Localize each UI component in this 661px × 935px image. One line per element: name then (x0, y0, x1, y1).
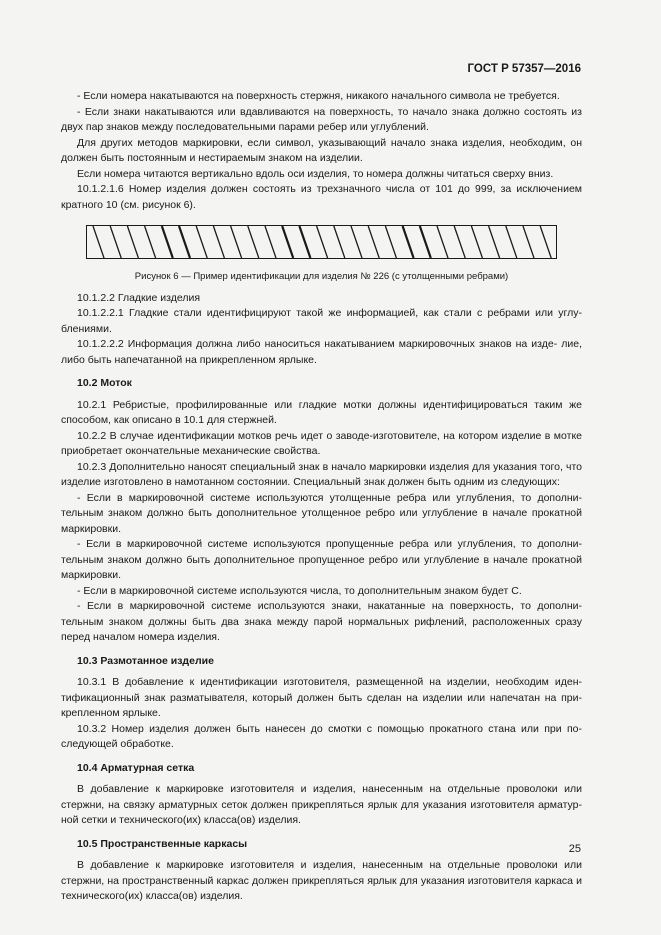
paragraph: 10.1.2.2.1 Гладкие стали идентифицируют такой же информацией, как стали с ребрами или углу- блениями. (61, 307, 582, 335)
section-cages (61, 837, 582, 905)
page-number: 25 (568, 843, 581, 855)
rib-line (231, 226, 242, 258)
rib-line (93, 226, 104, 258)
section-heading: 10.3 Размотанное изделие (77, 654, 214, 667)
figure-caption: Рисунок 6 — Пример идентификации для изделия № 226 (с утолщенными ребрами) (134, 271, 509, 282)
rib-line (317, 226, 328, 258)
rib-line (299, 226, 310, 258)
figure-6-rebar-diagram (86, 225, 557, 259)
paragraph: 10.2.1 Ребристые, профилированные или гладкие мотки должны идентифицироваться таким же способом, как описано в 10.1 для стержней. (61, 398, 582, 426)
rebar-hatching (87, 226, 556, 258)
rib-line (196, 226, 207, 258)
standard-header: ГОСТ Р 57357—2016 (467, 63, 581, 75)
rib-line (282, 226, 293, 258)
paragraph: Если номера читаются вертикально вдоль оси изделия, то номера должны читаться сверху вниз. (77, 167, 554, 180)
rib-line (351, 226, 362, 258)
page-content (61, 89, 582, 905)
smooth-products-block (61, 291, 582, 369)
paragraph: В добавление к маркировке изготовителя и изделия, нанесенным на отдельные проволоки или стержни, на пространственный каркас должен прикрепляться ярлык для указания изготовителя каркаса и технического(их) класса(ов) изделия. (61, 859, 582, 902)
rib-line (385, 226, 396, 258)
paragraph: 10.2.2 В случае идентификации мотков речь идет о заводе-изготовителе, на котором изделие в мотке приобретает окончательные механические свойства. (61, 429, 582, 457)
rib-line (506, 226, 517, 258)
rib-line (523, 226, 534, 258)
paragraph: - Если знаки накатываются или вдавливаются на поверхность, то начало знака должно состоять из двух пар знаков между последовательными парами ребер или углублений. (61, 105, 582, 133)
paragraph: 10.2.3 Дополнительно наносят специальный знак в начало маркировки изделия для указания того, что изделие изготовлено в намотанном состоянии. Специальный знак должен быть одним из следующих: (61, 460, 582, 488)
intro-block (61, 89, 582, 213)
rib-line (437, 226, 448, 258)
rib-line (265, 226, 276, 258)
section-heading: 10.4 Арматурная сетка (77, 761, 195, 774)
rib-line (179, 226, 190, 258)
rib-line (213, 226, 224, 258)
rib-line (145, 226, 156, 258)
rib-line (127, 226, 138, 258)
rib-line (368, 226, 379, 258)
section-uncoiled (61, 654, 582, 753)
paragraph: - Если номера накатываются на поверхность стержня, никакого начального символа не требуется. (77, 90, 560, 102)
paragraph: Для других методов маркировки, если символ, указывающий начало знака изделия, необходим, он должен быть постоянным и нестираемым знаком на изделии. (61, 136, 582, 164)
rib-line (162, 226, 173, 258)
rib-line (471, 226, 482, 258)
rib-line (334, 226, 345, 258)
paragraph: 10.3.1 В добавление к идентификации изготовителя, размещенной на изделии, необходим иден- тификационный знак разматывателя, который должен быть сделан на изделии или напечатан на при- крепленном ярлыке. (61, 676, 582, 719)
paragraph: - Если в маркировочной системе используются утолщенные ребра или углубления, то дополни- тельным знаком должно быть дополнительное утолщенное ребро или углубление в начале прокатной маркировки. (61, 491, 582, 535)
paragraph: 10.1.2.2 Гладкие изделия (77, 291, 201, 304)
section-heading: 10.2 Моток (77, 377, 132, 389)
paragraph: 10.3.2 Номер изделия должен быть нанесен до смотки с помощью прокатного стана или при по- следующей обработке. (61, 722, 582, 750)
rib-line (540, 226, 551, 258)
paragraph: - Если в маркировочной системе используются знаки, накатанные на поверхность, то дополни- тельным знаком должны быть два знака между парой нормальных рифлений, расположенных сразу перед началом номера изделия. (61, 600, 582, 643)
section-coil (61, 376, 582, 646)
rib-line (110, 226, 121, 258)
paragraph: В добавление к маркировке изготовителя и изделия, нанесенным на отдельные проволоки или стержни, на связку арматурных сеток должен прикрепляться ярлык для указания изготовителя арматур- ной сетки и технического(их) класса(ов) изделия. (61, 783, 582, 826)
section-heading: 10.5 Пространственные каркасы (77, 837, 248, 850)
rib-line (248, 226, 259, 258)
rib-line (454, 226, 465, 258)
paragraph: 10.1.2.1.6 Номер изделия должен состоять из трехзначного числа от 101 до 999, за исключением кратного 10 (см. рисунок 6). (61, 183, 582, 211)
paragraph: - Если в маркировочной системе используются числа, то дополнительным знаком будет С. (77, 584, 522, 597)
paragraph: - Если в маркировочной системе используются пропущенные ребра или углубления, то дополни- тельным знаком должно быть дополнительное пропущенное ребро или углубление в начале прокатной маркировки. (61, 538, 582, 581)
rib-line (403, 226, 414, 258)
section-mesh (61, 761, 582, 829)
rib-line (420, 226, 431, 258)
paragraph: 10.1.2.2.2 Информация должна либо наноситься накатыванием маркировочных знаков на изде- лие, либо быть напечатанной на прикрепленном ярлыке. (61, 338, 582, 366)
rib-line (489, 226, 500, 258)
